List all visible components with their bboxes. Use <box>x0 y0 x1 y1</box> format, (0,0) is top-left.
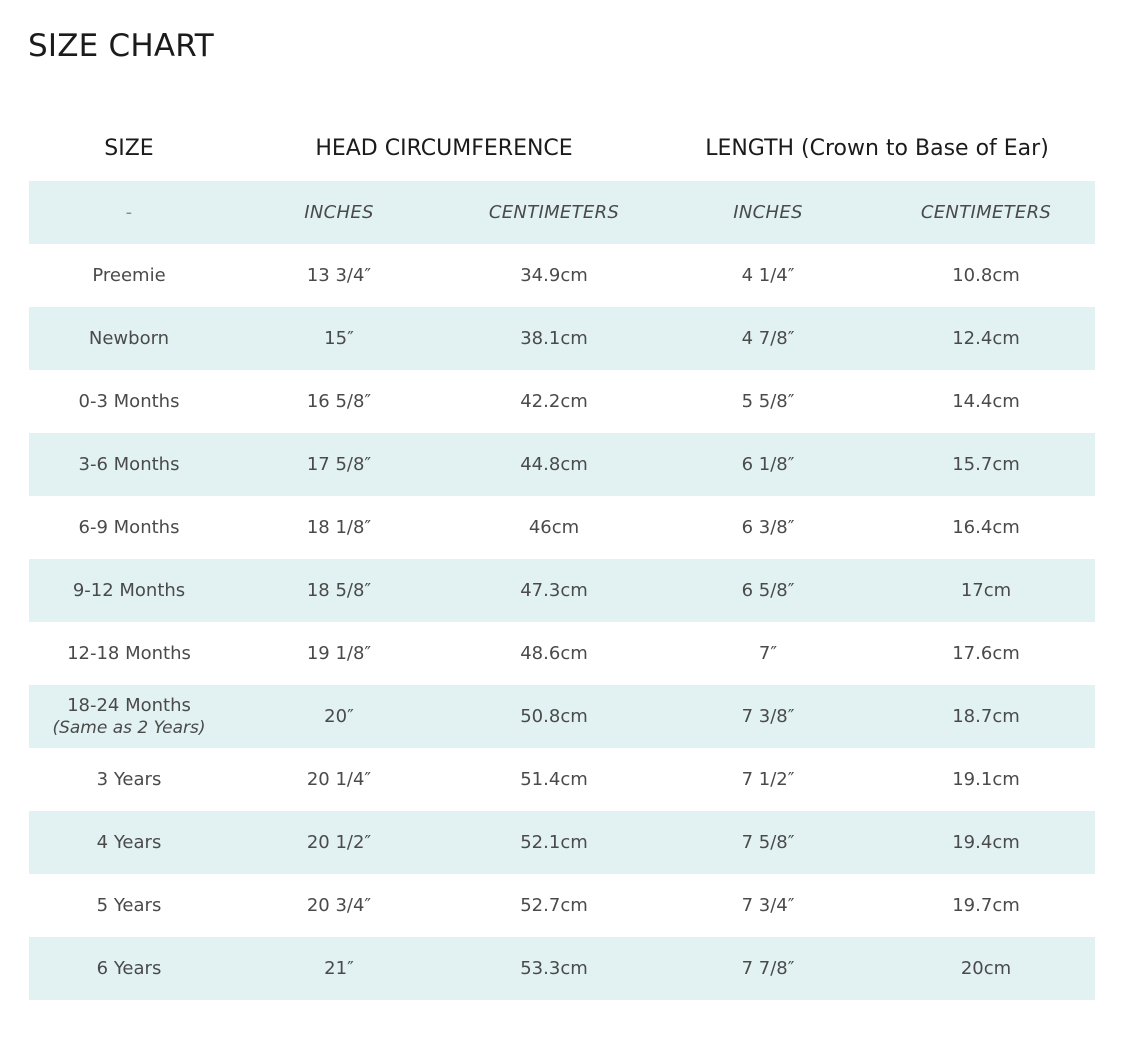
cell-size <box>29 643 229 665</box>
cell-size <box>29 391 229 413</box>
cell-head-centimeters: 48.6cm <box>520 642 588 664</box>
group-header-row <box>29 117 1095 181</box>
cell-length-centimeters: 19.4cm <box>952 831 1020 853</box>
cell-length-inches: 7 3/8″ <box>741 705 795 727</box>
table-row <box>29 433 1095 496</box>
cell-length-inches: 6 1/8″ <box>741 453 795 475</box>
cell-size <box>29 328 229 350</box>
size-rows <box>29 244 1095 1000</box>
cell-head-inches: 19 1/8″ <box>306 642 372 664</box>
table-row <box>29 496 1095 559</box>
size-chart-table <box>29 117 1095 1000</box>
cell-head-centimeters: 44.8cm <box>520 453 588 475</box>
size-note: (Same as 2 Years) <box>52 717 206 738</box>
cell-head-inches: 15″ <box>324 327 354 349</box>
cell-size <box>29 832 229 854</box>
table-row <box>29 622 1095 685</box>
cell-head-centimeters: 42.2cm <box>520 390 588 412</box>
table-row <box>29 811 1095 874</box>
cell-length-centimeters: 16.4cm <box>952 516 1020 538</box>
cell-length-inches: 7 3/4″ <box>741 894 795 916</box>
cell-head-inches: 20 1/4″ <box>306 768 372 790</box>
size-label: 12-18 Months <box>67 642 191 664</box>
cell-head-inches: 13 3/4″ <box>306 264 372 286</box>
cell-head-centimeters: 53.3cm <box>520 957 588 979</box>
cell-head-centimeters: 34.9cm <box>520 264 588 286</box>
cell-length-centimeters: 12.4cm <box>952 327 1020 349</box>
cell-length-inches: 4 1/4″ <box>741 264 795 286</box>
size-label: 3 Years <box>96 768 162 790</box>
cell-size <box>29 265 229 287</box>
cell-length-centimeters: 18.7cm <box>952 705 1020 727</box>
cell-head-centimeters: 38.1cm <box>520 327 588 349</box>
cell-length-centimeters: 19.1cm <box>952 768 1020 790</box>
cell-length-inches: 5 5/8″ <box>741 390 795 412</box>
cell-length-centimeters: 14.4cm <box>952 390 1020 412</box>
cell-length-inches: 7 7/8″ <box>741 957 795 979</box>
size-label: 0-3 Months <box>78 390 180 412</box>
cell-head-inches: 20 3/4″ <box>306 894 372 916</box>
cell-length-centimeters: 17.6cm <box>952 642 1020 664</box>
units-length-inches: INCHES <box>733 201 803 223</box>
size-label: 6-9 Months <box>78 516 180 538</box>
units-head-inches: INCHES <box>304 201 374 223</box>
cell-length-inches: 7″ <box>758 642 778 664</box>
cell-length-inches: 6 5/8″ <box>741 579 795 601</box>
cell-head-centimeters: 50.8cm <box>520 705 588 727</box>
cell-head-centimeters: 47.3cm <box>520 579 588 601</box>
units-row <box>29 181 1095 244</box>
cell-head-inches: 16 5/8″ <box>306 390 372 412</box>
cell-head-centimeters: 51.4cm <box>520 768 588 790</box>
cell-head-inches: 20″ <box>324 705 354 727</box>
cell-head-inches: 18 5/8″ <box>306 579 372 601</box>
table-row <box>29 370 1095 433</box>
cell-size <box>29 517 229 539</box>
table-row <box>29 307 1095 370</box>
cell-head-centimeters: 52.1cm <box>520 831 588 853</box>
cell-head-centimeters: 52.7cm <box>520 894 588 916</box>
cell-size <box>29 454 229 476</box>
units-size: - <box>125 201 133 223</box>
header-size: SIZE <box>104 136 154 161</box>
table-row <box>29 244 1095 307</box>
table-row <box>29 937 1095 1000</box>
units-length-centimeters: CENTIMETERS <box>920 201 1052 223</box>
table-row <box>29 874 1095 937</box>
header-length: LENGTH (Crown to Base of Ear) <box>705 136 1049 161</box>
size-label: 3-6 Months <box>78 453 180 475</box>
cell-size <box>29 695 229 739</box>
cell-size <box>29 769 229 791</box>
size-label: 6 Years <box>96 957 162 979</box>
size-label: Newborn <box>88 327 170 349</box>
cell-size <box>29 580 229 602</box>
cell-length-inches: 7 5/8″ <box>741 831 795 853</box>
cell-length-centimeters: 20cm <box>960 957 1012 979</box>
header-head-circumference: HEAD CIRCUMFERENCE <box>315 136 573 161</box>
cell-length-inches: 4 7/8″ <box>741 327 795 349</box>
cell-head-inches: 21″ <box>324 957 354 979</box>
cell-head-inches: 18 1/8″ <box>306 516 372 538</box>
table-row <box>29 685 1095 748</box>
size-label: 9-12 Months <box>72 579 186 601</box>
size-label: 4 Years <box>96 831 162 853</box>
cell-length-inches: 7 1/2″ <box>741 768 795 790</box>
cell-length-centimeters: 17cm <box>960 579 1012 601</box>
size-label: Preemie <box>92 264 166 286</box>
cell-size <box>29 958 229 980</box>
cell-head-inches: 17 5/8″ <box>306 453 372 475</box>
cell-head-centimeters: 46cm <box>528 516 580 538</box>
size-label: 18-24 Months <box>67 694 191 716</box>
cell-size <box>29 895 229 917</box>
cell-length-inches: 6 3/8″ <box>741 516 795 538</box>
cell-length-centimeters: 15.7cm <box>952 453 1020 475</box>
cell-head-inches: 20 1/2″ <box>306 831 372 853</box>
size-label: 5 Years <box>96 894 162 916</box>
page-title: SIZE CHART <box>28 28 214 64</box>
cell-length-centimeters: 10.8cm <box>952 264 1020 286</box>
table-row <box>29 559 1095 622</box>
cell-length-centimeters: 19.7cm <box>952 894 1020 916</box>
table-row <box>29 748 1095 811</box>
units-head-centimeters: CENTIMETERS <box>488 201 620 223</box>
